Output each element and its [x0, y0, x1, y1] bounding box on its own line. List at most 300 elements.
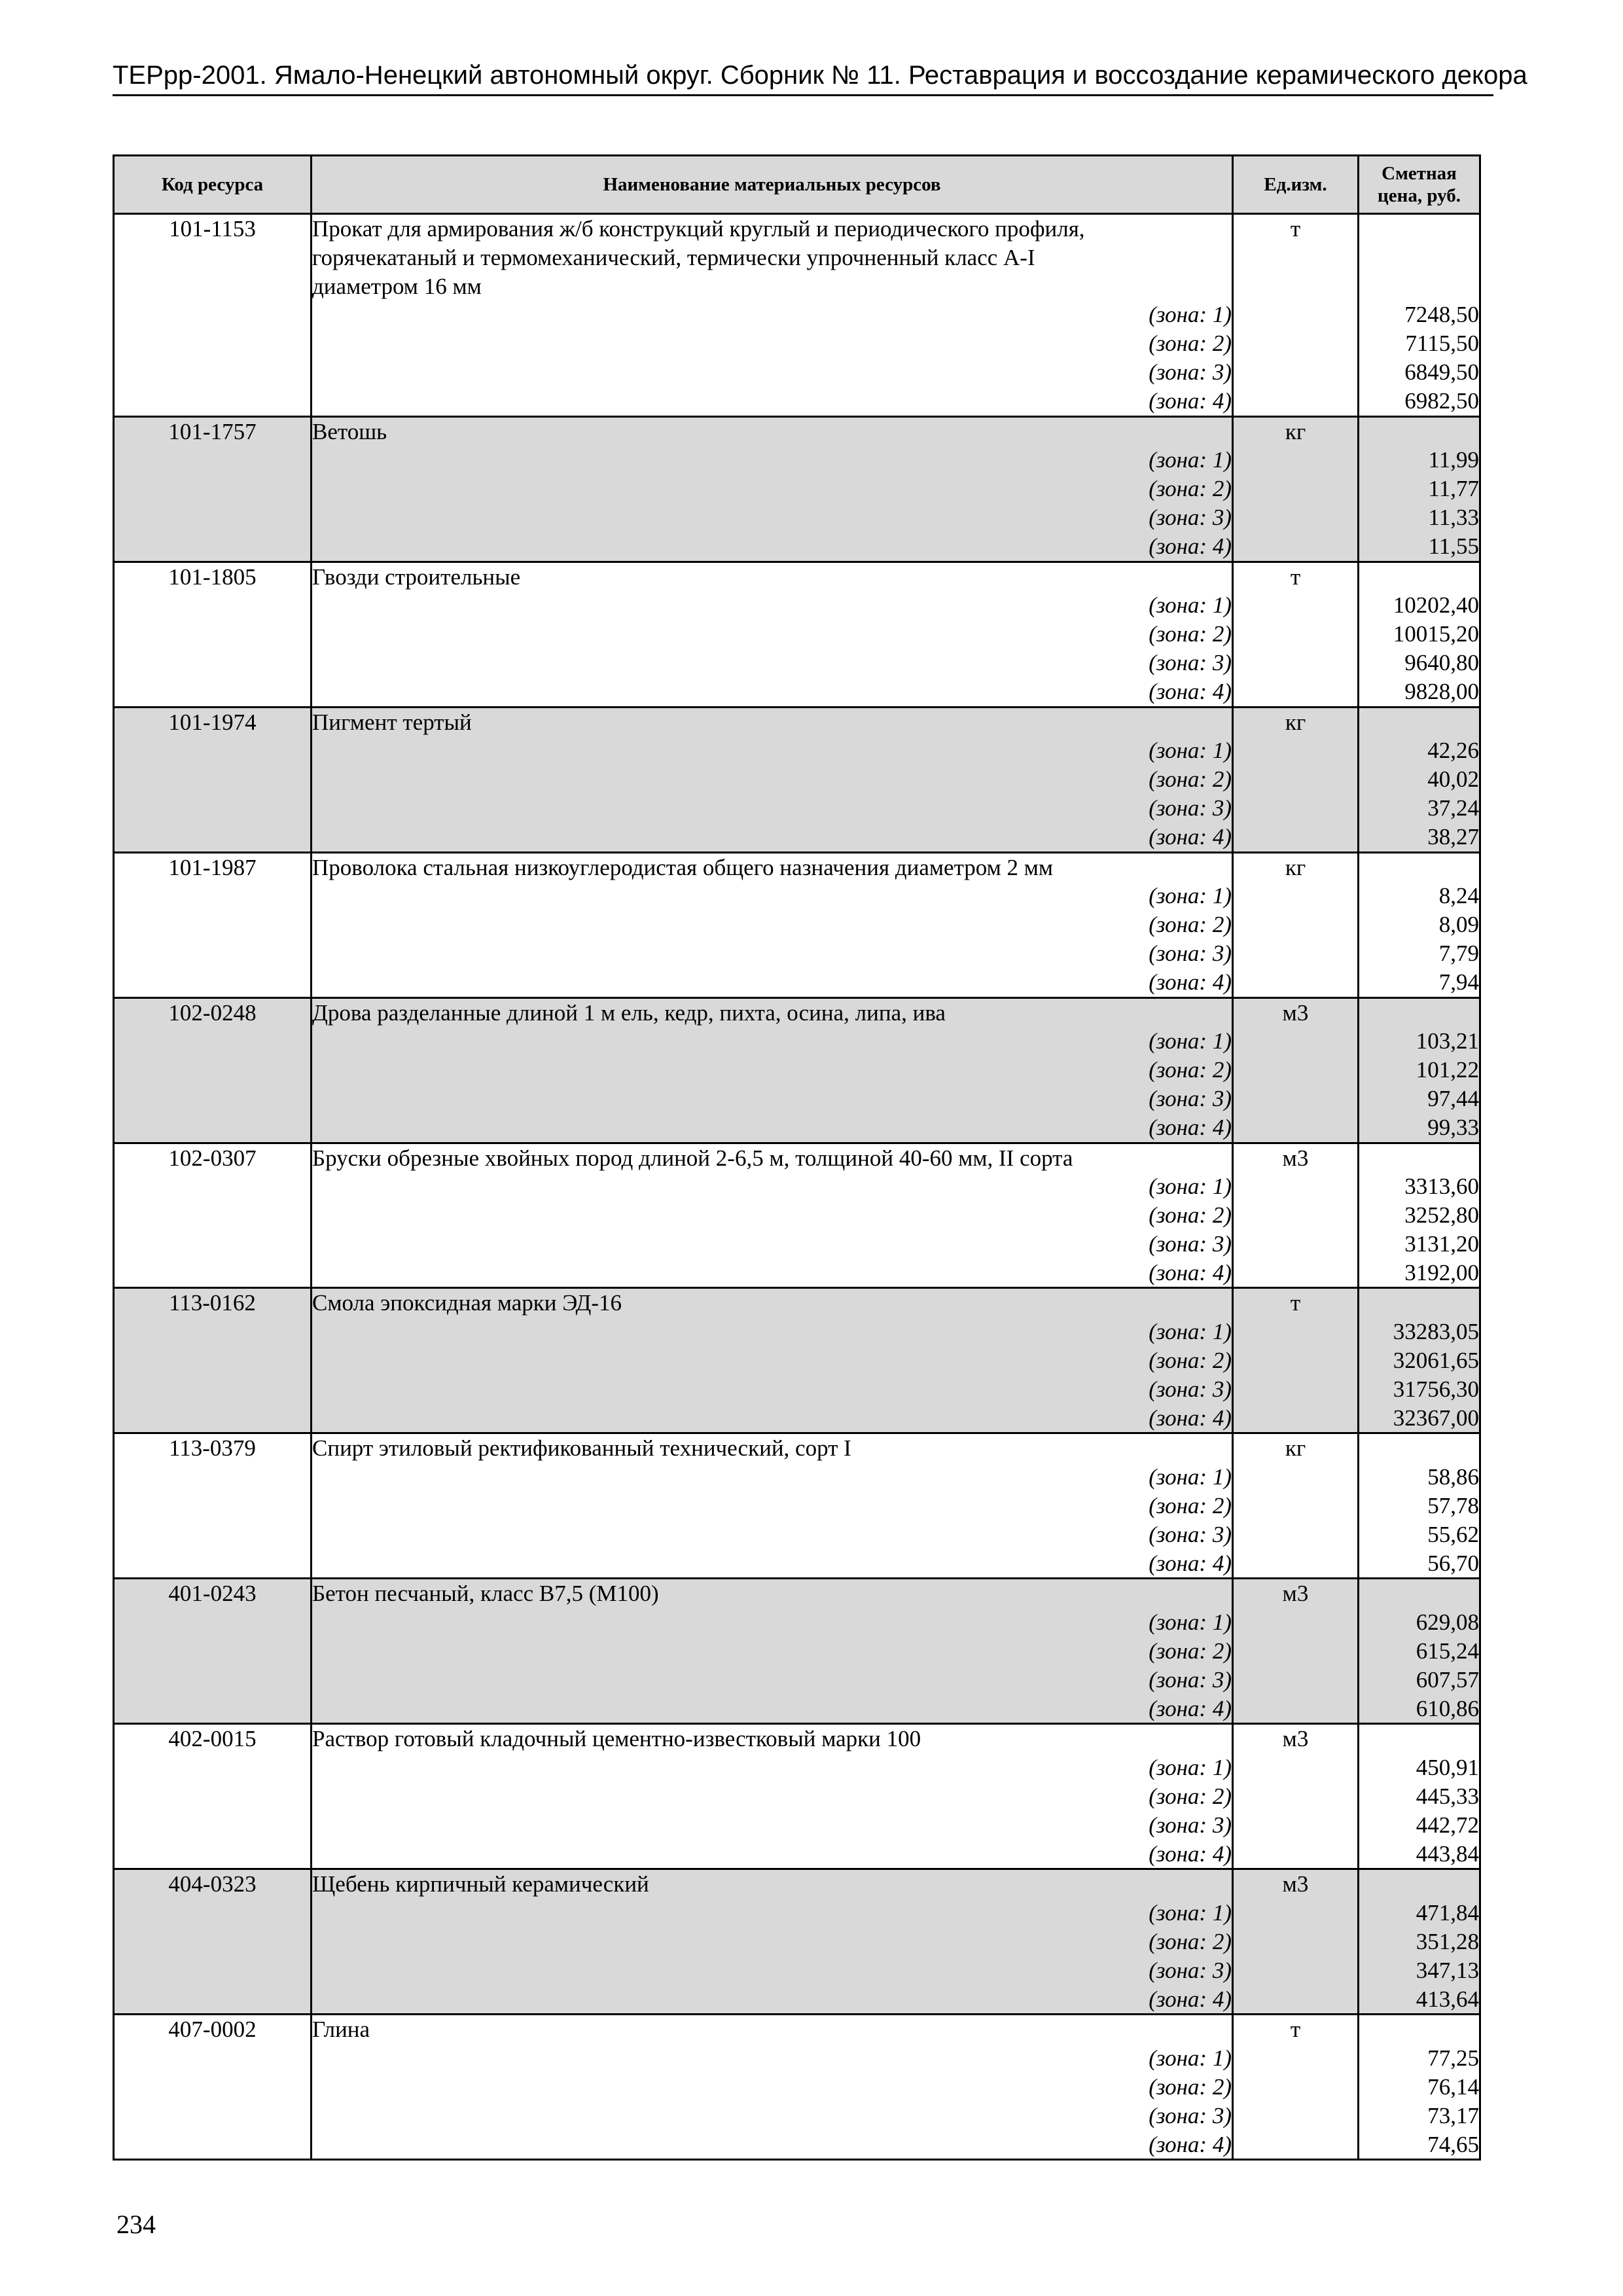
zone-price: 3192,00	[1359, 1259, 1480, 1288]
price-cell-empty	[1359, 562, 1480, 591]
table-row	[114, 997, 1480, 1027]
zone-label: (зона: 1)	[312, 591, 1233, 620]
zone-label: (зона: 4)	[312, 1113, 1233, 1143]
header-rule	[113, 94, 1493, 96]
zone-label: (зона: 3)	[312, 358, 1233, 387]
zone-label: (зона: 1)	[312, 1318, 1233, 1346]
table-row	[114, 562, 1480, 591]
zone-price: 55,62	[1359, 1520, 1480, 1549]
zone-price: 9640,80	[1359, 649, 1480, 677]
unit-cell-empty	[1233, 765, 1359, 794]
resource-code: 102-0307	[114, 1143, 312, 1172]
unit-cell-empty	[1233, 503, 1359, 532]
resource-name-line: Бруски обрезные хвойных пород длиной 2-6,5 м, толщиной 40-60 мм, II сорта	[312, 1143, 1233, 1172]
price-cell-empty	[1359, 243, 1480, 272]
resource-code: 101-1153	[114, 214, 312, 243]
zone-label: (зона: 2)	[312, 620, 1233, 649]
unit-cell-empty	[1233, 1318, 1359, 1346]
code-cell-empty	[114, 1113, 312, 1143]
zone-price: 73,17	[1359, 2102, 1480, 2130]
unit-cell-empty	[1233, 1113, 1359, 1143]
table-row	[114, 214, 1480, 243]
code-cell-empty	[114, 1637, 312, 1666]
code-cell-empty	[114, 2130, 312, 2160]
unit-cell-empty	[1233, 1056, 1359, 1085]
zone-price: 351,28	[1359, 1928, 1480, 1956]
code-cell-empty	[114, 1753, 312, 1782]
zone-label: (зона: 3)	[312, 649, 1233, 677]
code-cell-empty	[114, 503, 312, 532]
zone-label: (зона: 2)	[312, 1492, 1233, 1520]
table-row-line	[114, 1172, 1480, 1201]
zone-price: 607,57	[1359, 1666, 1480, 1695]
unit-cell-empty	[1233, 968, 1359, 997]
table-row-line	[114, 2130, 1480, 2160]
unit-cell-empty	[1233, 1637, 1359, 1666]
code-cell-empty	[114, 1346, 312, 1375]
price-cell-empty	[1359, 2015, 1480, 2044]
unit-cell-empty	[1233, 532, 1359, 562]
unit-cell-empty	[1233, 1259, 1359, 1288]
resource-name-line: диаметром 16 мм	[312, 272, 1233, 301]
table-row-line	[114, 1492, 1480, 1520]
resource-name-line: Гвозди строительные	[312, 562, 1233, 591]
zone-label: (зона: 2)	[312, 1056, 1233, 1085]
zone-price: 629,08	[1359, 1608, 1480, 1637]
zone-price: 7,79	[1359, 939, 1480, 968]
code-cell-empty	[114, 300, 312, 329]
zone-label: (зона: 1)	[312, 736, 1233, 765]
zone-label: (зона: 3)	[312, 939, 1233, 968]
table-row-line	[114, 1259, 1480, 1288]
unit-cell-empty	[1233, 475, 1359, 503]
code-cell-empty	[114, 910, 312, 939]
resource-name-line: Проволока стальная низкоуглеродистая общего назначения диаметром 2 мм	[312, 852, 1233, 882]
zone-price: 11,33	[1359, 503, 1480, 532]
page-number: 234	[116, 2210, 156, 2239]
zone-label: (зона: 2)	[312, 1928, 1233, 1956]
zone-price: 56,70	[1359, 1549, 1480, 1579]
zone-price: 610,86	[1359, 1695, 1480, 1724]
zone-price: 3313,60	[1359, 1172, 1480, 1201]
table-row-line	[114, 882, 1480, 910]
table-row-line	[114, 1695, 1480, 1724]
code-cell-empty	[114, 446, 312, 475]
zone-label: (зона: 2)	[312, 910, 1233, 939]
price-cell-empty	[1359, 997, 1480, 1027]
unit-cell: кг	[1233, 852, 1359, 882]
table-row-line	[114, 1956, 1480, 1985]
table-row-line	[114, 358, 1480, 387]
table-row-line	[114, 1056, 1480, 1085]
resource-name-line: Смола эпоксидная марки ЭД-16	[312, 1288, 1233, 1318]
zone-label: (зона: 4)	[312, 823, 1233, 852]
unit-cell-empty	[1233, 446, 1359, 475]
zone-label: (зона: 4)	[312, 2130, 1233, 2160]
unit-cell: кг	[1233, 707, 1359, 736]
table-row-line	[114, 1928, 1480, 1956]
zone-price: 77,25	[1359, 2044, 1480, 2073]
code-cell-empty	[114, 1608, 312, 1637]
zone-label: (зона: 1)	[312, 1753, 1233, 1782]
resource-name-line: Раствор готовый кладочный цементно-известковый марки 100	[312, 1724, 1233, 1753]
zone-label: (зона: 2)	[312, 765, 1233, 794]
table-row-line	[114, 329, 1480, 358]
resource-code: 407-0002	[114, 2015, 312, 2044]
code-cell-empty	[114, 1782, 312, 1811]
code-cell-empty	[114, 882, 312, 910]
unit-cell-empty	[1233, 2102, 1359, 2130]
zone-price: 37,24	[1359, 794, 1480, 823]
code-cell-empty	[114, 1404, 312, 1433]
zone-label: (зона: 4)	[312, 968, 1233, 997]
table-row-line	[114, 736, 1480, 765]
column-header-price: Сметная цена, руб.	[1359, 156, 1480, 214]
unit-cell-empty	[1233, 358, 1359, 387]
unit-cell-empty	[1233, 620, 1359, 649]
zone-price: 8,09	[1359, 910, 1480, 939]
price-cell-empty	[1359, 1869, 1480, 1899]
table-row-line	[114, 1404, 1480, 1433]
unit-cell-empty	[1233, 591, 1359, 620]
zone-price: 7248,50	[1359, 300, 1480, 329]
zone-label: (зона: 4)	[312, 1985, 1233, 2015]
resource-code: 402-0015	[114, 1724, 312, 1753]
code-cell-empty	[114, 1172, 312, 1201]
column-header-name: Наименование материальных ресурсов	[312, 156, 1233, 214]
code-cell-empty	[114, 532, 312, 562]
price-cell-empty	[1359, 272, 1480, 301]
unit-cell-empty	[1233, 1811, 1359, 1840]
unit-cell-empty	[1233, 1666, 1359, 1695]
unit-cell-empty	[1233, 649, 1359, 677]
price-cell-empty	[1359, 852, 1480, 882]
unit-cell: т	[1233, 562, 1359, 591]
price-cell-empty	[1359, 707, 1480, 736]
zone-label: (зона: 3)	[312, 1811, 1233, 1840]
table-row-line	[114, 794, 1480, 823]
table-row-line	[114, 765, 1480, 794]
table-row-line	[114, 1230, 1480, 1259]
zone-label: (зона: 2)	[312, 329, 1233, 358]
code-cell-empty	[114, 736, 312, 765]
code-cell-empty	[114, 1520, 312, 1549]
code-cell-empty	[114, 1463, 312, 1492]
code-cell-empty	[114, 1375, 312, 1404]
price-cell-empty	[1359, 1724, 1480, 1753]
unit-cell: кг	[1233, 1433, 1359, 1463]
unit-cell-empty	[1233, 939, 1359, 968]
zone-price: 3131,20	[1359, 1230, 1480, 1259]
unit-cell-empty	[1233, 1085, 1359, 1113]
table-row	[114, 416, 1480, 446]
unit-cell-empty	[1233, 2073, 1359, 2102]
zone-price: 615,24	[1359, 1637, 1480, 1666]
zone-label: (зона: 3)	[312, 1520, 1233, 1549]
resource-name-line: Щебень кирпичный керамический	[312, 1869, 1233, 1899]
unit-cell-empty	[1233, 1027, 1359, 1056]
code-cell-empty	[114, 243, 312, 272]
code-cell-empty	[114, 1318, 312, 1346]
code-cell-empty	[114, 677, 312, 707]
unit-cell-empty	[1233, 1928, 1359, 1956]
table-row-line	[114, 620, 1480, 649]
code-cell-empty	[114, 1899, 312, 1928]
code-cell-empty	[114, 591, 312, 620]
resource-name-line: Прокат для армирования ж/б конструкций круглый и периодического профиля,	[312, 214, 1233, 243]
table-row-line	[114, 446, 1480, 475]
unit-cell-empty	[1233, 882, 1359, 910]
resource-code: 113-0162	[114, 1288, 312, 1318]
zone-price: 347,13	[1359, 1956, 1480, 1985]
code-cell-empty	[114, 649, 312, 677]
table-header-row	[114, 156, 1480, 214]
code-cell-empty	[114, 2044, 312, 2073]
zone-label: (зона: 2)	[312, 1637, 1233, 1666]
unit-cell-empty	[1233, 387, 1359, 416]
table-row-line	[114, 475, 1480, 503]
table-row-line	[114, 1375, 1480, 1404]
resource-code: 101-1805	[114, 562, 312, 591]
table-row-line	[114, 1520, 1480, 1549]
zone-label: (зона: 3)	[312, 1230, 1233, 1259]
resource-code: 401-0243	[114, 1579, 312, 1608]
table-row	[114, 1288, 1480, 1318]
table-row	[114, 1724, 1480, 1753]
unit-cell-empty	[1233, 1463, 1359, 1492]
price-cell-empty	[1359, 1288, 1480, 1318]
resource-code: 102-0248	[114, 997, 312, 1027]
table-row-line	[114, 1840, 1480, 1869]
resource-name-line: Спирт этиловый ректификованный технический, сорт I	[312, 1433, 1233, 1463]
unit-cell-empty	[1233, 736, 1359, 765]
unit-cell: м3	[1233, 1724, 1359, 1753]
unit-cell: кг	[1233, 416, 1359, 446]
resource-name-line: горячекатаный и термомеханический, термически упрочненный класс А-I	[312, 243, 1233, 272]
zone-label: (зона: 3)	[312, 2102, 1233, 2130]
zone-price: 7115,50	[1359, 329, 1480, 358]
zone-price: 450,91	[1359, 1753, 1480, 1782]
code-cell-empty	[114, 620, 312, 649]
code-cell-empty	[114, 475, 312, 503]
unit-cell-empty	[1233, 1549, 1359, 1579]
zone-label: (зона: 1)	[312, 1608, 1233, 1637]
table-row-line	[114, 503, 1480, 532]
table-row-line	[114, 1549, 1480, 1579]
price-cell-empty	[1359, 1433, 1480, 1463]
zone-label: (зона: 1)	[312, 882, 1233, 910]
table-row-line	[114, 1346, 1480, 1375]
table-row-line	[114, 2044, 1480, 2073]
unit-cell: м3	[1233, 997, 1359, 1027]
code-cell-empty	[114, 2073, 312, 2102]
zone-label: (зона: 4)	[312, 677, 1233, 707]
table-row	[114, 1143, 1480, 1172]
zone-label: (зона: 4)	[312, 1840, 1233, 1869]
code-cell-empty	[114, 1492, 312, 1520]
zone-label: (зона: 1)	[312, 300, 1233, 329]
unit-cell-empty	[1233, 272, 1359, 301]
zone-price: 8,24	[1359, 882, 1480, 910]
table-row	[114, 1433, 1480, 1463]
zone-price: 101,22	[1359, 1056, 1480, 1085]
code-cell-empty	[114, 1840, 312, 1869]
zone-price: 58,86	[1359, 1463, 1480, 1492]
table-row	[114, 852, 1480, 882]
code-cell-empty	[114, 2102, 312, 2130]
zone-price: 6849,50	[1359, 358, 1480, 387]
code-cell-empty	[114, 1811, 312, 1840]
unit-cell-empty	[1233, 243, 1359, 272]
code-cell-empty	[114, 1985, 312, 2015]
unit-cell-empty	[1233, 1753, 1359, 1782]
zone-price: 32061,65	[1359, 1346, 1480, 1375]
unit-cell-empty	[1233, 1375, 1359, 1404]
table-row-line	[114, 1318, 1480, 1346]
zone-price: 74,65	[1359, 2130, 1480, 2160]
zone-price: 31756,30	[1359, 1375, 1480, 1404]
code-cell-empty	[114, 1201, 312, 1230]
zone-label: (зона: 4)	[312, 1404, 1233, 1433]
price-cell-empty	[1359, 416, 1480, 446]
price-cell-empty	[1359, 214, 1480, 243]
zone-price: 7,94	[1359, 968, 1480, 997]
table-row-line	[114, 591, 1480, 620]
unit-cell-empty	[1233, 910, 1359, 939]
zone-price: 97,44	[1359, 1085, 1480, 1113]
code-cell-empty	[114, 794, 312, 823]
zone-label: (зона: 1)	[312, 1027, 1233, 1056]
zone-label: (зона: 4)	[312, 1549, 1233, 1579]
resource-price-table	[113, 154, 1481, 2161]
zone-label: (зона: 2)	[312, 1346, 1233, 1375]
unit-cell-empty	[1233, 300, 1359, 329]
zone-label: (зона: 1)	[312, 1899, 1233, 1928]
zone-price: 32367,00	[1359, 1404, 1480, 1433]
unit-cell-empty	[1233, 1695, 1359, 1724]
code-cell-empty	[114, 1956, 312, 1985]
zone-price: 6982,50	[1359, 387, 1480, 416]
unit-cell-empty	[1233, 1492, 1359, 1520]
unit-cell-empty	[1233, 329, 1359, 358]
table-row-line	[114, 272, 1480, 301]
code-cell-empty	[114, 1027, 312, 1056]
zone-price: 442,72	[1359, 1811, 1480, 1840]
zone-price: 10202,40	[1359, 591, 1480, 620]
table-row-line	[114, 649, 1480, 677]
unit-cell: т	[1233, 2015, 1359, 2044]
table-body	[114, 214, 1480, 2160]
zone-label: (зона: 4)	[312, 387, 1233, 416]
table-row-line	[114, 1985, 1480, 2015]
unit-cell: м3	[1233, 1869, 1359, 1899]
resource-name-line: Пигмент тертый	[312, 707, 1233, 736]
zone-price: 10015,20	[1359, 620, 1480, 649]
unit-cell-empty	[1233, 1840, 1359, 1869]
resource-code: 101-1987	[114, 852, 312, 882]
unit-cell-empty	[1233, 1520, 1359, 1549]
table-row-line	[114, 1811, 1480, 1840]
code-cell-empty	[114, 1695, 312, 1724]
unit-cell: т	[1233, 1288, 1359, 1318]
code-cell-empty	[114, 1549, 312, 1579]
code-cell-empty	[114, 1056, 312, 1085]
unit-cell-empty	[1233, 2130, 1359, 2160]
resource-code: 113-0379	[114, 1433, 312, 1463]
table-row-line	[114, 1463, 1480, 1492]
zone-label: (зона: 2)	[312, 2073, 1233, 2102]
code-cell-empty	[114, 1666, 312, 1695]
zone-label: (зона: 3)	[312, 794, 1233, 823]
unit-cell-empty	[1233, 1956, 1359, 1985]
table-row-line	[114, 1666, 1480, 1695]
table-row-line	[114, 968, 1480, 997]
resource-code: 101-1757	[114, 416, 312, 446]
resource-code: 101-1974	[114, 707, 312, 736]
zone-label: (зона: 3)	[312, 1085, 1233, 1113]
page-header-title: ТЕРрр-2001. Ямало-Ненецкий автономный округ. Сборник № 11. Реставрация и воссоздание керамического декора	[113, 61, 1527, 90]
table-row-line	[114, 1753, 1480, 1782]
code-cell-empty	[114, 358, 312, 387]
zone-label: (зона: 4)	[312, 1259, 1233, 1288]
resource-name-line: Бетон песчаный, класс В7,5 (М100)	[312, 1579, 1233, 1608]
zone-price: 443,84	[1359, 1840, 1480, 1869]
code-cell-empty	[114, 823, 312, 852]
unit-cell-empty	[1233, 1404, 1359, 1433]
zone-price: 76,14	[1359, 2073, 1480, 2102]
table-row-line	[114, 1782, 1480, 1811]
table-row-line	[114, 910, 1480, 939]
resource-name-line: Дрова разделанные длиной 1 м ель, кедр, пихта, осина, липа, ива	[312, 997, 1233, 1027]
zone-price: 11,99	[1359, 446, 1480, 475]
zone-price: 42,26	[1359, 736, 1480, 765]
zone-label: (зона: 2)	[312, 1782, 1233, 1811]
unit-cell-empty	[1233, 677, 1359, 707]
price-cell-empty	[1359, 1143, 1480, 1172]
resource-code: 404-0323	[114, 1869, 312, 1899]
zone-label: (зона: 3)	[312, 1956, 1233, 1985]
table-row-line	[114, 1027, 1480, 1056]
unit-cell-empty	[1233, 823, 1359, 852]
zone-label: (зона: 1)	[312, 446, 1233, 475]
unit-cell-empty	[1233, 1172, 1359, 1201]
table-row-line	[114, 532, 1480, 562]
table-row	[114, 707, 1480, 736]
zone-label: (зона: 3)	[312, 503, 1233, 532]
column-header-unit: Ед.изм.	[1233, 156, 1359, 214]
unit-cell-empty	[1233, 1346, 1359, 1375]
unit-cell-empty	[1233, 1201, 1359, 1230]
zone-label: (зона: 2)	[312, 1201, 1233, 1230]
table-row-line	[114, 1637, 1480, 1666]
zone-label: (зона: 4)	[312, 1695, 1233, 1724]
resource-name-line: Глина	[312, 2015, 1233, 2044]
table-row-line	[114, 387, 1480, 416]
zone-price: 57,78	[1359, 1492, 1480, 1520]
zone-price: 38,27	[1359, 823, 1480, 852]
code-cell-empty	[114, 387, 312, 416]
zone-price: 9828,00	[1359, 677, 1480, 707]
unit-cell-empty	[1233, 2044, 1359, 2073]
table-row-line	[114, 677, 1480, 707]
unit-cell-empty	[1233, 1230, 1359, 1259]
code-cell-empty	[114, 939, 312, 968]
price-cell-empty	[1359, 1579, 1480, 1608]
zone-label: (зона: 1)	[312, 1463, 1233, 1492]
zone-label: (зона: 2)	[312, 475, 1233, 503]
zone-price: 40,02	[1359, 765, 1480, 794]
unit-cell-empty	[1233, 794, 1359, 823]
